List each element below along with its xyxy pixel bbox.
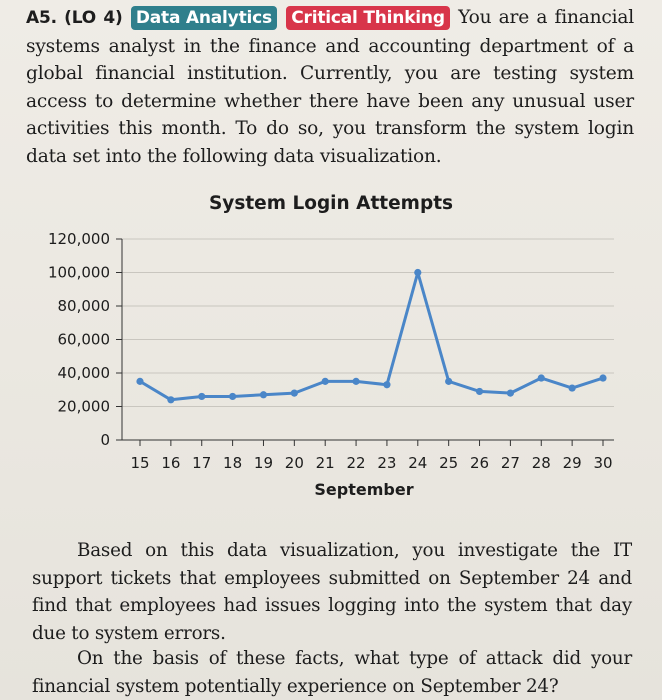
x-tick-label: 17 xyxy=(192,454,212,472)
learning-objective: (LO 4) xyxy=(64,8,123,28)
problem-number: A5. xyxy=(26,8,57,28)
x-tick-label: 29 xyxy=(562,454,582,472)
x-tick-label: 21 xyxy=(315,454,335,472)
x-tick-label: 15 xyxy=(130,454,150,472)
data-point xyxy=(507,390,514,397)
chart-y-axis xyxy=(48,230,122,449)
data-point xyxy=(599,374,606,381)
data-point xyxy=(198,393,205,400)
x-tick-label: 23 xyxy=(377,454,397,472)
y-tick-label: 100,000 xyxy=(47,263,110,282)
paragraph-question: On the basis of these facts, what type of attack did your financial system potentially experience on September 24? xyxy=(32,648,632,697)
data-point xyxy=(569,384,576,391)
y-tick-label: 40,000 xyxy=(57,364,110,382)
x-tick-label: 18 xyxy=(223,454,243,472)
series-line-login-attempts xyxy=(140,273,603,400)
x-tick-label: 28 xyxy=(531,454,551,472)
x-tick-label: 19 xyxy=(253,454,274,472)
tag-critical-thinking: Critical Thinking xyxy=(286,6,450,30)
chart-title: System Login Attempts xyxy=(208,193,454,214)
y-tick-label: 0 xyxy=(100,431,110,449)
y-tick-label: 60,000 xyxy=(57,330,110,349)
data-point xyxy=(322,378,329,385)
chart-series xyxy=(136,269,606,404)
y-tick-label: 120,000 xyxy=(47,230,110,248)
x-tick-label: 27 xyxy=(500,454,520,472)
x-tick-label: 25 xyxy=(439,454,459,472)
x-tick-label: 22 xyxy=(346,454,366,472)
chart-x-axis xyxy=(122,440,614,472)
y-tick-label: 20,000 xyxy=(57,397,110,416)
data-point xyxy=(260,391,267,398)
data-point xyxy=(383,381,390,388)
x-tick-label: 16 xyxy=(161,454,181,472)
x-axis-label: September xyxy=(314,480,414,499)
data-point xyxy=(414,269,421,276)
x-tick-label: 20 xyxy=(284,454,304,472)
y-tick-label: 80,000 xyxy=(57,297,110,315)
x-tick-label: 30 xyxy=(593,454,613,472)
data-point xyxy=(476,388,483,395)
x-tick-label: 26 xyxy=(469,454,490,472)
x-tick-label: 24 xyxy=(408,454,428,472)
data-point xyxy=(445,378,452,385)
paragraph-investigation: Based on this data visualization, you investigate the IT support tickets that employees submitted on September 24 and find that employees had issues logging into the system that day due to system errors. xyxy=(32,540,632,644)
data-point xyxy=(167,396,174,403)
data-point xyxy=(352,378,359,385)
data-point xyxy=(291,390,298,397)
problem-intro-text: You are a financial systems analyst in the finance and accounting department of a global financial institution. Currently, you are testing system access to determine whether there have been any unusual user activities this month. To do so, you transform the system login data set into the following data visualization. xyxy=(26,7,634,167)
tag-data-analytics: Data Analytics xyxy=(131,6,277,30)
data-point xyxy=(538,374,545,381)
data-point xyxy=(136,378,143,385)
data-point xyxy=(229,393,236,400)
